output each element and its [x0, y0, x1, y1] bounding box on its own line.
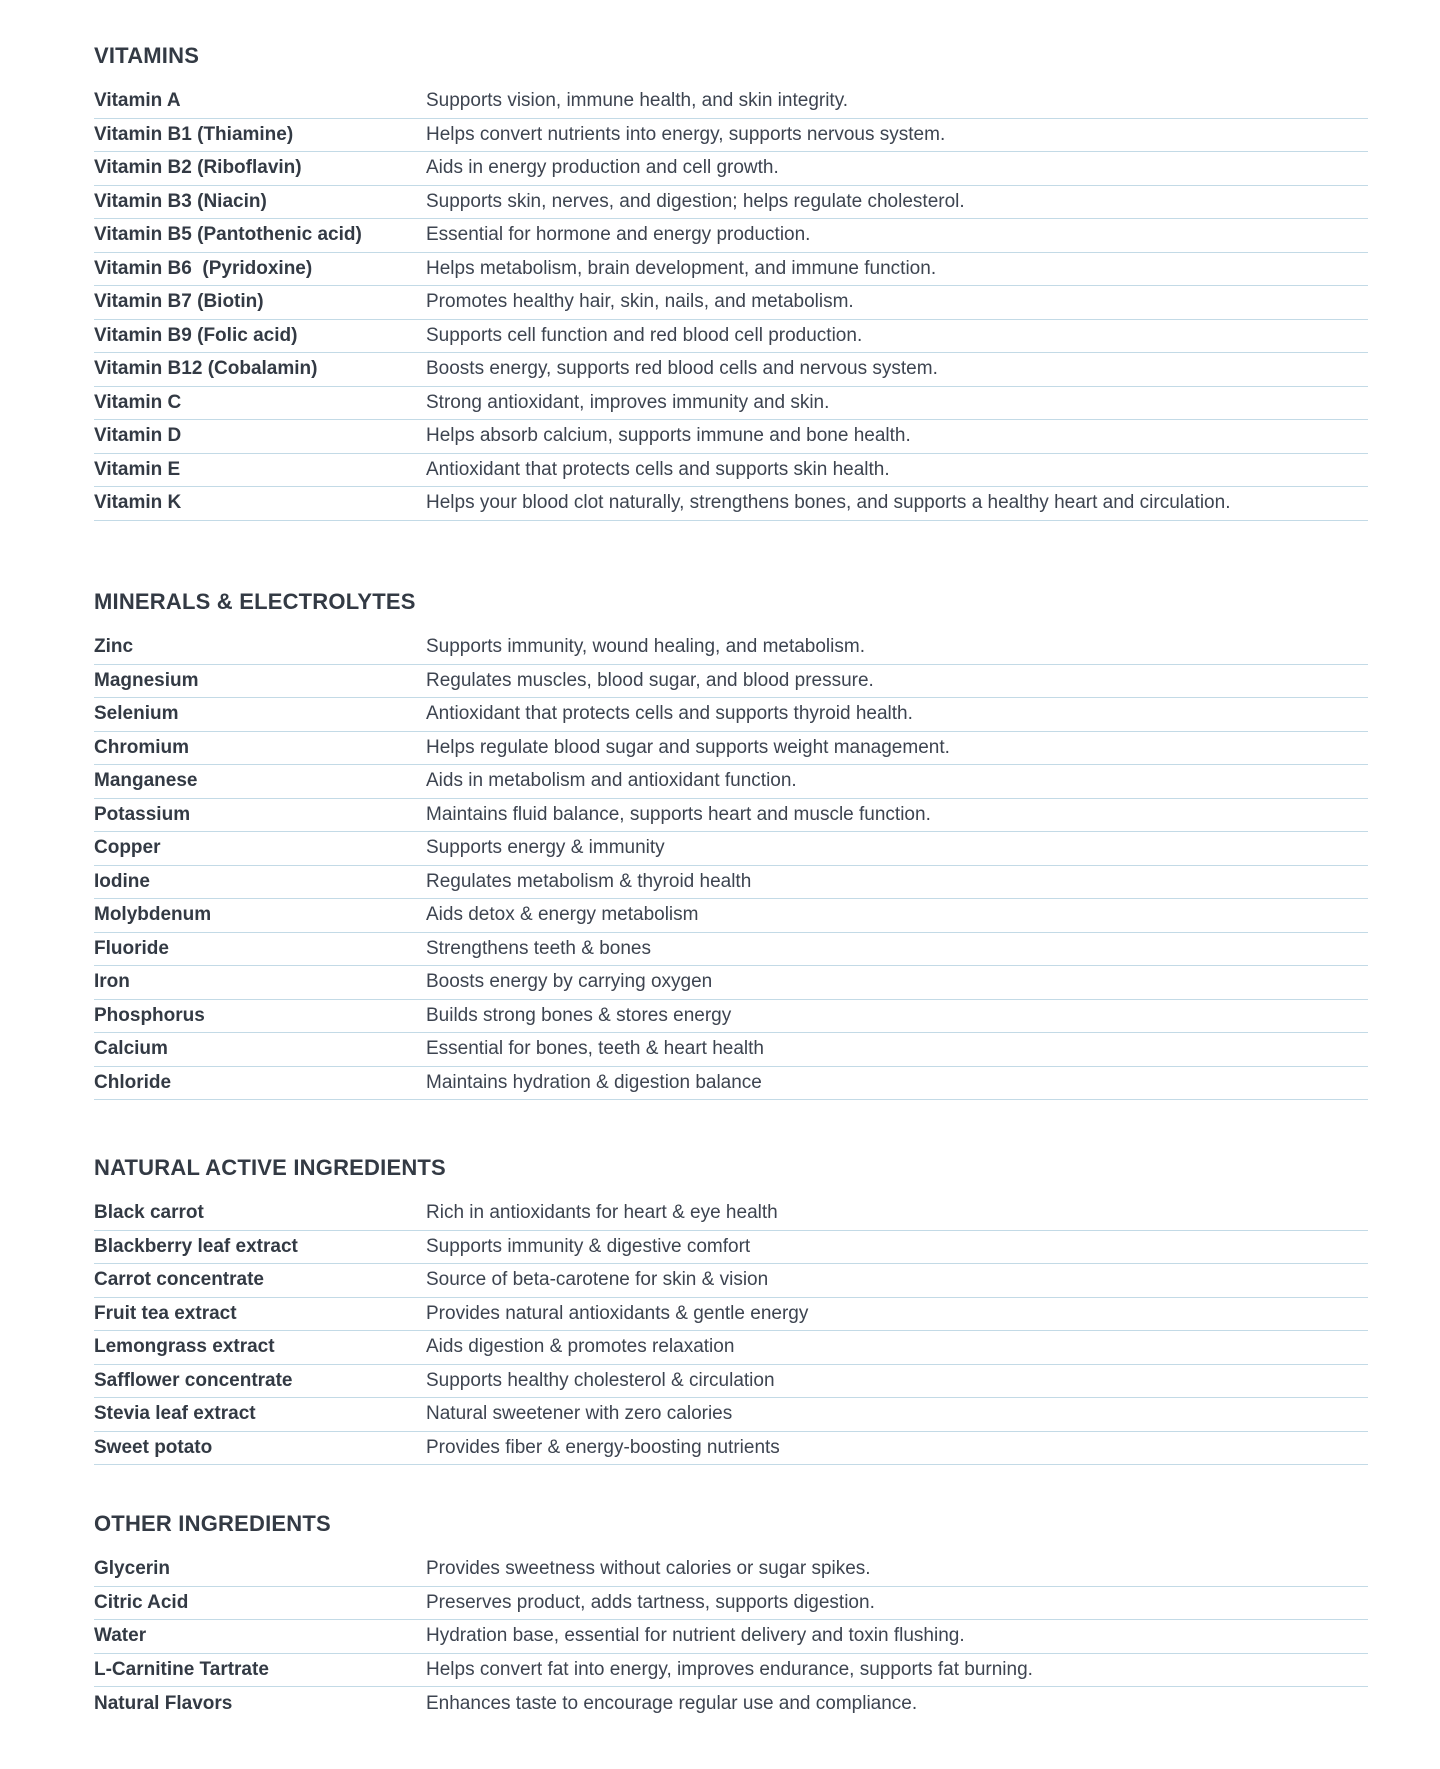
ingredient-name: Selenium: [94, 703, 179, 725]
table-row: [94, 933, 1368, 967]
ingredient-description: Helps convert fat into energy, improves endurance, supports fat burning.: [426, 1658, 1033, 1680]
ingredient-name: Iron: [94, 971, 130, 993]
ingredient-description: Supports immunity, wound healing, and metabolism.: [426, 636, 865, 658]
ingredient-description: Maintains hydration & digestion balance: [426, 1071, 762, 1093]
section-title: NATURAL ACTIVE INGREDIENTS: [94, 1155, 446, 1180]
table-row: [94, 866, 1368, 900]
section-minerals-electrolytes: [94, 587, 1368, 1100]
ingredient-description: Preserves product, adds tartness, supports digestion.: [426, 1591, 875, 1613]
ingredient-description: Supports skin, nerves, and digestion; helps regulate cholesterol.: [426, 190, 965, 212]
table-row: [94, 152, 1368, 186]
table-row: [94, 253, 1368, 287]
ingredient-description: Boosts energy by carrying oxygen: [426, 971, 713, 993]
ingredient-description: Supports vision, immune health, and skin integrity.: [426, 90, 849, 112]
table-row: [94, 1620, 1368, 1654]
table-row: [94, 1365, 1368, 1399]
ingredient-name: Vitamin K: [94, 492, 182, 514]
ingredient-name: Phosphorus: [94, 1004, 205, 1026]
table-row: [94, 1067, 1368, 1101]
ingredient-name: Carrot concentrate: [94, 1269, 264, 1291]
ingredient-description: Aids detox & energy metabolism: [426, 904, 699, 926]
ingredient-name: Calcium: [94, 1038, 168, 1060]
ingredient-description: Helps your blood clot naturally, strengthens bones, and supports a healthy heart and circulation.: [426, 492, 1231, 514]
ingredient-name: Iodine: [94, 870, 150, 892]
ingredient-description: Strengthens teeth & bones: [426, 937, 651, 959]
ingredient-name: Glycerin: [94, 1558, 171, 1580]
table-row: [94, 1197, 1368, 1231]
ingredient-name: Vitamin E: [94, 458, 181, 480]
table-row: [94, 353, 1368, 387]
ingredient-description: Source of beta-carotene for skin & vision: [426, 1269, 769, 1291]
ingredient-description: Provides fiber & energy-boosting nutrients: [426, 1436, 780, 1458]
ingredient-name: Zinc: [94, 636, 134, 658]
table-row: [94, 799, 1368, 833]
ingredient-name: Vitamin B9 (Folic acid): [94, 324, 298, 346]
ingredient-description: Helps metabolism, brain development, and immune function.: [426, 257, 937, 279]
ingredient-description: Antioxidant that protects cells and supports skin health.: [426, 458, 890, 480]
ingredient-name: Blackberry leaf extract: [94, 1235, 298, 1257]
table-row: [94, 1000, 1368, 1034]
ingredient-description: Natural sweetener with zero calories: [426, 1403, 733, 1425]
ingredient-description: Maintains fluid balance, supports heart and muscle function.: [426, 803, 931, 825]
ingredient-name: Vitamin B1 (Thiamine): [94, 123, 294, 145]
table-row: [94, 119, 1368, 153]
table-row: [94, 1654, 1368, 1688]
ingredient-name: Stevia leaf extract: [94, 1403, 256, 1425]
ingredient-name: Vitamin B2 (Riboflavin): [94, 157, 302, 179]
ingredient-table: [94, 1197, 1368, 1465]
section-other-ingredients: [94, 1509, 1368, 1721]
ingredient-name: Molybdenum: [94, 904, 212, 926]
section-natural-active-ingredients: [94, 1153, 1368, 1465]
table-row: [94, 420, 1368, 454]
ingredient-description: Regulates metabolism & thyroid health: [426, 870, 752, 892]
table-row: [94, 487, 1368, 521]
ingredient-description: Supports immunity & digestive comfort: [426, 1235, 751, 1257]
ingredient-description: Helps regulate blood sugar and supports weight management.: [426, 736, 950, 758]
ingredient-name: Natural Flavors: [94, 1692, 233, 1714]
table-row: [94, 832, 1368, 866]
ingredient-name: Vitamin B7 (Biotin): [94, 291, 264, 313]
ingredient-name: Black carrot: [94, 1202, 204, 1224]
table-row: [94, 186, 1368, 220]
ingredient-description: Aids in energy production and cell growth.: [426, 157, 779, 179]
ingredient-name: Vitamin B12 (Cobalamin): [94, 358, 318, 380]
ingredient-description: Helps convert nutrients into energy, supports nervous system.: [426, 123, 946, 145]
ingredient-description: Builds strong bones & stores energy: [426, 1004, 732, 1026]
ingredient-name: Copper: [94, 837, 161, 859]
ingredient-table: [94, 85, 1368, 521]
ingredient-name: Vitamin B5 (Pantothenic acid): [94, 224, 362, 246]
section-title: VITAMINS: [94, 43, 200, 68]
ingredient-description: Enhances taste to encourage regular use and compliance.: [426, 1692, 918, 1714]
ingredient-name: Vitamin C: [94, 391, 182, 413]
table-row: [94, 966, 1368, 1000]
ingredient-description: Regulates muscles, blood sugar, and blood pressure.: [426, 669, 874, 691]
ingredient-description: Supports cell function and red blood cell production.: [426, 324, 863, 346]
table-row: [94, 1231, 1368, 1265]
ingredient-name: Potassium: [94, 803, 191, 825]
ingredient-name: Chloride: [94, 1071, 172, 1093]
table-row: [94, 1432, 1368, 1466]
ingredient-description: Aids in metabolism and antioxidant function.: [426, 770, 797, 792]
ingredient-description: Supports energy & immunity: [426, 837, 665, 859]
table-row: [94, 899, 1368, 933]
table-row: [94, 286, 1368, 320]
table-row: [94, 698, 1368, 732]
table-row: [94, 454, 1368, 488]
table-row: [94, 1264, 1368, 1298]
ingredient-table: [94, 1553, 1368, 1721]
table-row: [94, 387, 1368, 421]
table-row: [94, 631, 1368, 665]
ingredient-name: Safflower concentrate: [94, 1369, 293, 1391]
section-vitamins: [94, 41, 1368, 521]
table-row: [94, 732, 1368, 766]
ingredient-name: Vitamin A: [94, 90, 181, 112]
ingredient-name: Lemongrass extract: [94, 1336, 275, 1358]
ingredient-name: Fluoride: [94, 937, 169, 959]
ingredient-name: Fruit tea extract: [94, 1302, 237, 1324]
table-row: [94, 1687, 1368, 1721]
ingredient-description: Essential for hormone and energy production.: [426, 224, 811, 246]
ingredient-name: Citric Acid: [94, 1591, 189, 1613]
table-row: [94, 1331, 1368, 1365]
ingredient-description: Rich in antioxidants for heart & eye health: [426, 1202, 778, 1224]
section-title: MINERALS & ELECTROLYTES: [94, 589, 416, 614]
ingredient-description: Promotes healthy hair, skin, nails, and metabolism.: [426, 291, 854, 313]
ingredient-description: Strong antioxidant, improves immunity and skin.: [426, 391, 830, 413]
ingredient-name: Vitamin B6 (Pyridoxine): [94, 257, 313, 279]
table-row: [94, 219, 1368, 253]
ingredient-description: Essential for bones, teeth & heart health: [426, 1038, 764, 1060]
ingredient-description: Provides natural antioxidants & gentle energy: [426, 1302, 809, 1324]
ingredient-description: Aids digestion & promotes relaxation: [426, 1336, 735, 1358]
ingredient-name: Magnesium: [94, 669, 199, 691]
ingredient-description: Helps absorb calcium, supports immune and bone health.: [426, 425, 911, 447]
ingredient-table: [94, 631, 1368, 1100]
table-row: [94, 1587, 1368, 1621]
ingredient-name: Chromium: [94, 736, 189, 758]
table-row: [94, 1553, 1368, 1587]
table-row: [94, 85, 1368, 119]
ingredient-description: Hydration base, essential for nutrient delivery and toxin flushing.: [426, 1625, 965, 1647]
ingredient-description: Boosts energy, supports red blood cells and nervous system.: [426, 358, 938, 380]
table-row: [94, 1298, 1368, 1332]
ingredient-description: Antioxidant that protects cells and supports thyroid health.: [426, 703, 913, 725]
ingredient-name: L-Carnitine Tartrate: [94, 1658, 269, 1680]
table-row: [94, 1033, 1368, 1067]
ingredient-name: Sweet potato: [94, 1436, 213, 1458]
section-title: OTHER INGREDIENTS: [94, 1511, 331, 1536]
table-row: [94, 320, 1368, 354]
table-row: [94, 665, 1368, 699]
table-row: [94, 765, 1368, 799]
ingredient-description: Provides sweetness without calories or sugar spikes.: [426, 1558, 871, 1580]
ingredient-name: Manganese: [94, 770, 198, 792]
ingredient-name: Vitamin B3 (Niacin): [94, 190, 267, 212]
table-row: [94, 1398, 1368, 1432]
ingredient-name: Water: [94, 1625, 147, 1647]
ingredient-description: Supports healthy cholesterol & circulation: [426, 1369, 775, 1391]
ingredient-name: Vitamin D: [94, 425, 182, 447]
